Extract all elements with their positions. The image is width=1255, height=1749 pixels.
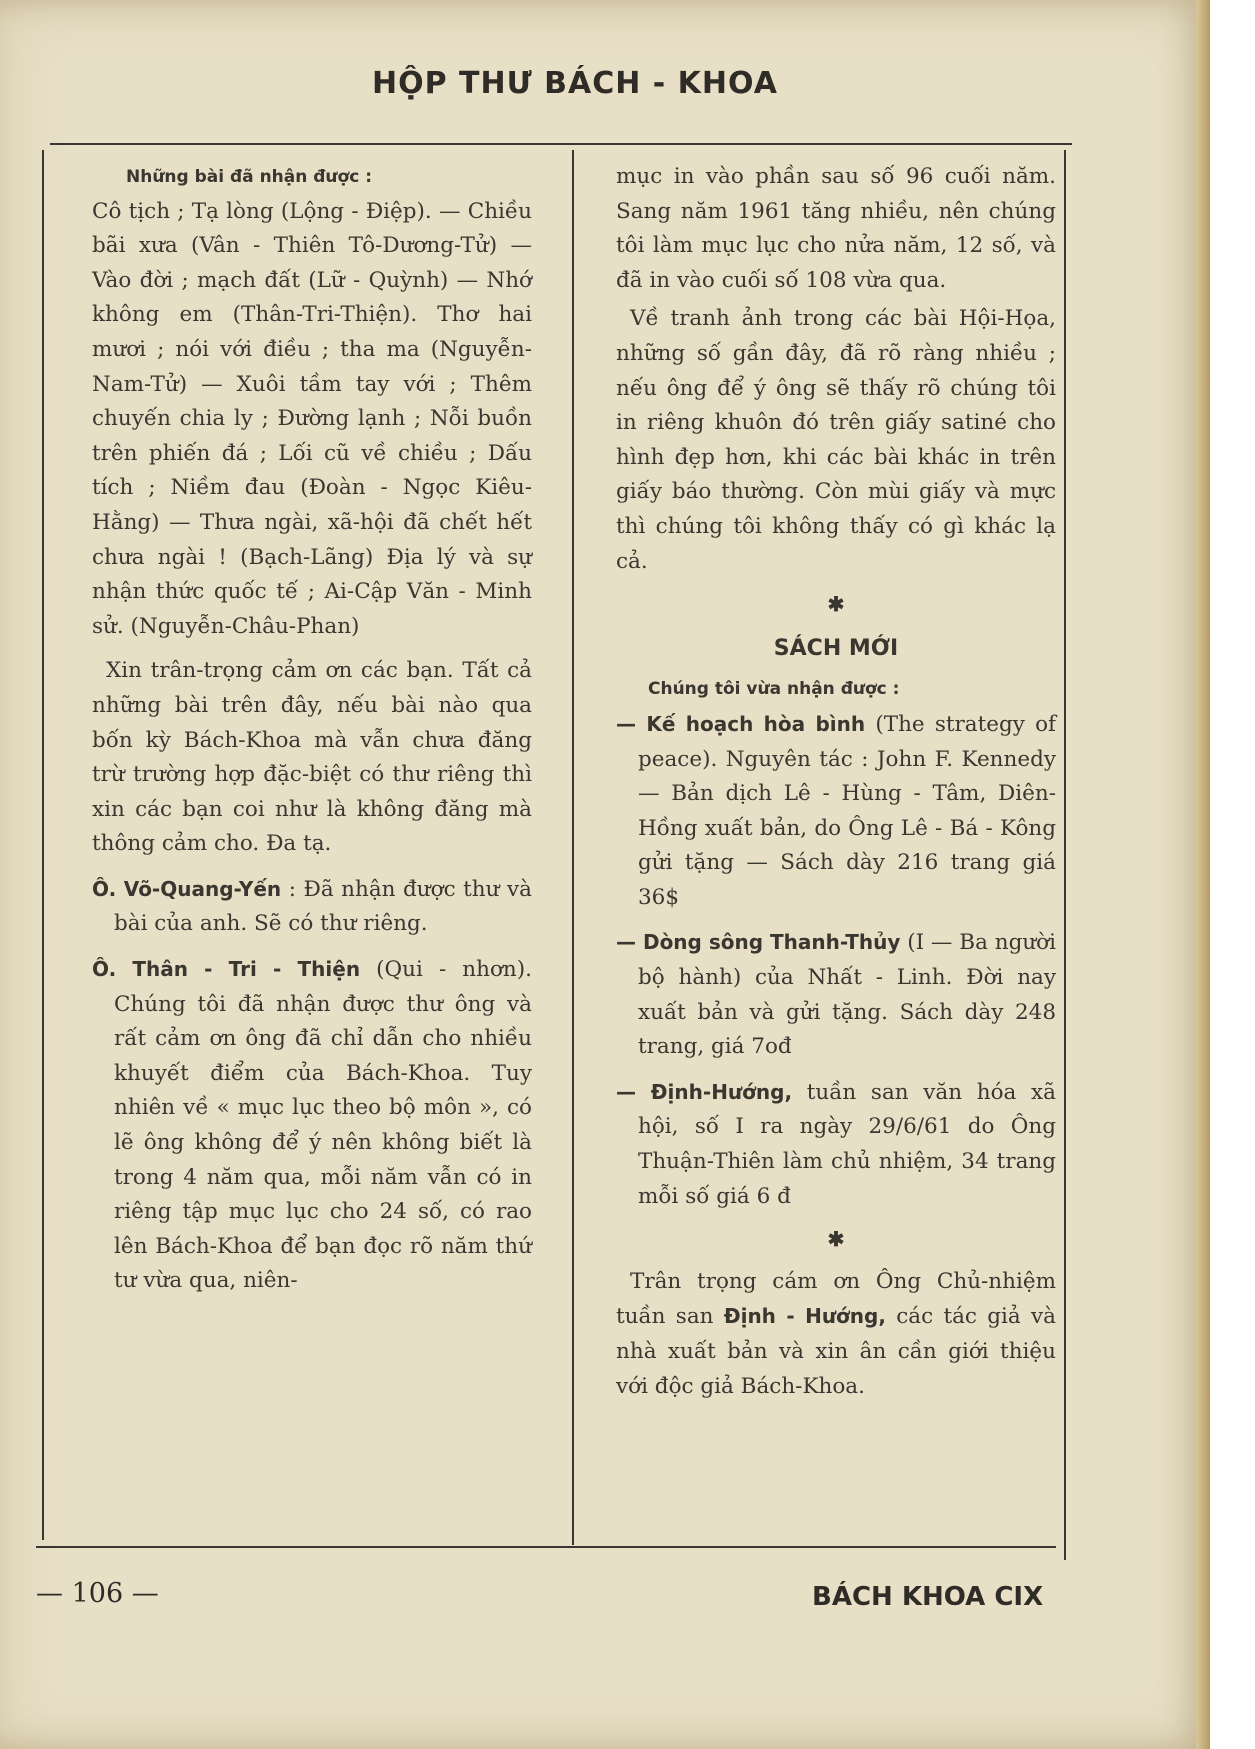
reply-name: Ô. Thân - Tri - Thiện <box>92 957 361 982</box>
page-title: HỘP THƯ BÁCH - KHOA <box>372 66 778 101</box>
center-column-rule <box>572 150 574 1545</box>
reply-than-tri-thien <box>92 952 532 1299</box>
page-edge <box>1196 0 1210 1749</box>
reply-text: : Đã nhận được thư và bài của anh. Sẽ có thư riêng. <box>114 876 532 937</box>
continued-paragraph: mục in vào phần sau số 96 cuối năm. Sang năm 1961 tăng nhiều, nên chúng tôi làm mục lục cho nửa năm, 12 số, và đã in vào cuối số 108 vừa qua. <box>616 164 1056 293</box>
reply-name: Ô. Võ-Quang-Yến <box>92 876 282 901</box>
book-dinh-huong <box>616 1075 1056 1214</box>
right-column <box>616 160 1056 1404</box>
new-books-heading: SÁCH MỚI <box>773 635 899 661</box>
book-title: — Dòng sông Thanh-Thủy <box>616 930 901 955</box>
received-heading: Những bài đã nhận được : <box>126 167 373 187</box>
reply-text: (Qui - nhơn). Chúng tôi đã nhận được thư ông và rất cảm ơn ông đã chỉ dẫn cho nhiều khuyết điểm của Bách-Khoa. Tuy nhiên về « mục lục theo bộ môn », có lẽ ông không để ý nên không biết là trong 4 năm qua, mỗi năm vẫn có in riêng tập mục lục cho 24 số, có rao lên Bách-Khoa để bạn đọc rõ năm thứ tư vừa qua, niên- <box>114 957 532 1294</box>
closing-text: các tác giả và nhà xuất bản và xin ân cần giới thiệu với độc giả Bách-Khoa. <box>616 1304 1056 1399</box>
received-list: Cô tịch ; Tạ lòng (Lộng - Điệp). — Chiều bãi xưa (Vân - Thiên Tô-Dương-Tử) — Vào đời ; mạch đất (Lữ - Quỳnh) — Nhớ không em (Thân-Tri-Thiện). Thơ hai mươi ; nói với điều ; tha ma (Nguyễn-Nam-Tử) — Xuôi tầm tay với ; Thêm chuyến chia ly ; Đường lạnh ; Nỗi buồn trên phiến đá ; Lối cũ về chiều ; Dấu tích ; Niềm đau (Đoàn - Ngọc Kiêu-Hằng) — Thưa ngài, xã-hội đã chết hết chưa ngài ! (Bạch-Lãng) Địa lý và sự nhận thức quốc tế ; Ai-Cập Văn - Minh sử. (Nguyễn-Châu-Phan) <box>92 198 532 639</box>
top-rule <box>50 143 1072 145</box>
book-title: — Định-Hướng, <box>616 1079 793 1104</box>
left-column <box>92 160 532 1299</box>
book-details: (I — Ba người bộ hành) của Nhất - Linh. Đời nay xuất bản và gửi tặng. Sách dày 248 trang, giá 7ođ <box>638 930 1056 1060</box>
left-column-rule <box>42 150 44 1540</box>
closing-publication-name: Định - Hướng, <box>723 1304 886 1329</box>
book-details: tuần san văn hóa xã hội, số I ra ngày 29/6/61 do Ông Thuận-Thiên làm chủ nhiệm, 34 trang mỗi số giá 6 đ <box>638 1079 1056 1209</box>
closing-text: Trân trọng cám ơn Ông Chủ-nhiệm tuần san <box>616 1268 1056 1330</box>
book-dong-song-thanh-thuy <box>616 925 1056 1064</box>
new-books-intro: Chúng tôi vừa nhận được : <box>648 679 900 700</box>
running-title: BÁCH KHOA CIX <box>812 1582 1044 1612</box>
book-title: — Kế hoạch hòa bình <box>616 711 866 736</box>
reply-vo-quang-yen <box>92 872 532 942</box>
book-details: (The strategy of peace). Nguyên tác : John F. Kennedy — Bản dịch Lê - Hùng - Tâm, Diên-Hồng xuất bản, do Ông Lê - Bá - Kông gửi tặng — Sách dày 216 trang giá 36$ <box>638 711 1057 910</box>
divider-star: ✱ <box>827 592 845 617</box>
right-column-rule <box>1064 150 1066 1560</box>
images-paragraph: Về tranh ảnh trong các bài Hội-Họa, những số gần đây, đã rõ ràng nhiều ; nếu ông để ý ông sẽ thấy rõ chúng tôi in riêng khuôn đó trên giấy satiné cho hình đẹp hơn, khi các bài khác in trên giấy báo thường. Còn mùi giấy và mực thì chúng tôi không thấy có gì khác lạ cả. <box>616 306 1056 574</box>
closing-paragraph <box>616 1265 1056 1404</box>
divider-star: ✱ <box>827 1227 845 1252</box>
bottom-rule <box>36 1546 1056 1548</box>
page-number: — 106 — <box>36 1578 159 1609</box>
thanks-paragraph: Xin trân-trọng cảm ơn các bạn. Tất cả những bài trên đây, nếu bài nào qua bốn kỳ Bách-Khoa mà vẫn chưa đăng trừ trường hợp đặc-biệt có thư riêng thì xin các bạn coi như là không đăng mà thông cảm cho. Đa tạ. <box>92 658 532 857</box>
book-ke-hoach-hoa-binh <box>616 707 1056 916</box>
